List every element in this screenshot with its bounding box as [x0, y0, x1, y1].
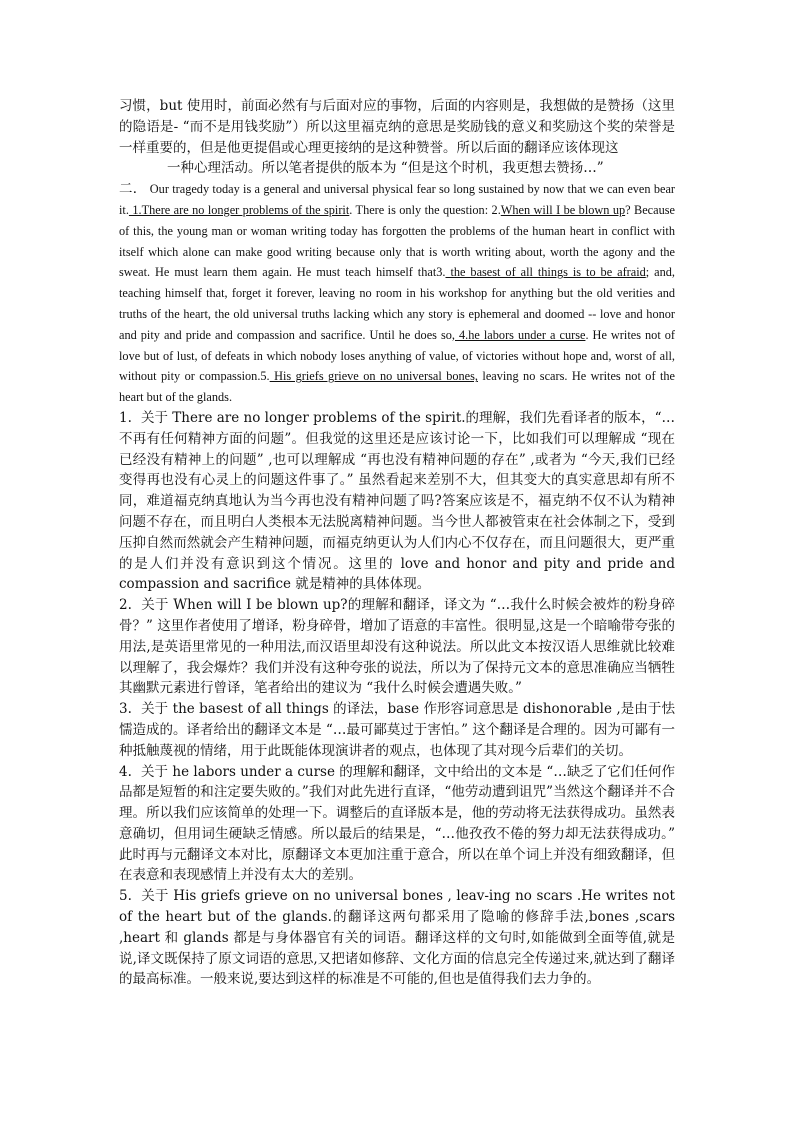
intro-paragraph [119, 96, 675, 179]
note-2-number: 2. [119, 597, 132, 614]
note-4-number: 4. [119, 763, 132, 780]
note-5 [119, 886, 675, 990]
note-3-number: 3. [119, 701, 132, 718]
intro-line-a: 习惯，but 使用时，前面必然有与后面对应的事物，后面的内容则是，我想做的是赞扬（这里的隐语是- “而不是用钱奖励”）所以这里福克纳的意思是奖励钱的意义和奖励这个奖的荣誉是一样重要的，但是他更提倡或心理更接纳的是这种赞誉。所以后面的翻译应该体现这 [119, 98, 675, 156]
quote-text-4: ; and, teaching himself that, forget it forever, leaving no room in his workshop for anything but the old verities and truths of the heart, the old universal truths lacking which any story is ephemeral and doomed -- love and honor and pity and pride and compassion and sacrifice. Until he does so, [119, 265, 675, 342]
underlined-phrase-5: His griefs grieve on no universal bones, [269, 369, 478, 384]
quote-text-2: . There is only the question: 2. [349, 202, 501, 217]
note-3-text: 关于 the basest of all things 的译法，base 作形容词意思是 dishonorable ,是由于怯懦造成的。译者给出的翻译文本是 “…最可鄙莫过于害怕。” 这个翻译是合理的。因为可鄙有一种抵触蔑视的情绪，用于此既能体现演讲者的观点，也体现了其对现今后辈们的关切。 [119, 701, 675, 759]
note-2-text: 关于 When will I be blown up?的理解和翻译，译文为 “…我什么时候会被炸的粉身碎骨？” 这里作者使用了增译，粉身碎骨，增加了语意的丰富性。很明显,这是一个暗喻带夸张的用法,是英语里常见的一种用法,而汉语里却没有这种说法。所以此文本按汉语人思维就比较难以理解了，我会爆炸？我们并没有这种夸张的说法，所以为了保持元文本的意思准确应当牺牲其幽默元素进行曾译，笔者给出的建议为 “我什么时候会遭遇失败。” [119, 597, 675, 697]
note-1-text: 关于 There are no longer problems of the spirit.的理解，我们先看译者的版本，“…不再有任何精神方面的问题”。但我觉的这里还是应该讨论一下，比如我们可以理解成 “现在已经没有精神上的问题” ,也可以理解成 “再也没有精神问题的存在” ,或者为 “今天,我们已经变得再也没有心灵上的问题这件事了。” 虽然看起来差别不大，但其变大的真实意思却有所不同，难道福克纳真地认为当今再也没有精神问题了吗?答案应该是不，福克纳不仅不认为精神问题不存在，而且明白人类根本无法脱离精神问题。当今世人都被管束在社会体制之下，受到压抑自然而然就会产生精神问题，而福克纳更认为人们内心不仅存在，而且问题很大，更严重的是人们并没有意识到这个情况。这里的 love and honor and pity and pride and compassion and sacrifice 就是精神的具体体现。 [119, 409, 675, 593]
note-4-text: 关于 he labors under a curse 的理解和翻译，文中给出的文本是 “…缺乏了它们任何作品都是短暂的和注定要失败的。”我们对此先进行直译，“他劳动遭到诅咒”当然这个翻译并不合理。所以我们应该简单的处理一下。调整后的直译版本是，他的劳动将无法获得成功。虽然表意确切，但用词生硬缺乏情感。所以最后的结果是，“…他孜孜不倦的努力却无法获得成功。” 此时再与元翻译文本对比，原翻译文本更加注重于意合，所以在单个词上并没有细致翻译，但在表意和表现感情上并没有太大的差别。 [119, 763, 675, 884]
note-2 [119, 595, 675, 699]
quote-text-1: Our tragedy today is a general and universal physical fear so long sustained by now that we can even bear it. [119, 182, 676, 217]
note-3 [119, 699, 675, 761]
note-5-number: 5. [119, 888, 132, 905]
note-1-number: 1. [119, 409, 132, 426]
underlined-phrase-1: 1.There are no longer problems of the spirit [128, 202, 350, 217]
underlined-phrase-4: 4.he labors under a curse [455, 327, 586, 342]
note-4 [119, 762, 675, 887]
quote-text-3: ? Because of this, the young man or woman writing today has forgotten the problems of the human heart in conflict with itself which alone can make good writing because only that is worth writing about, worth the agony and the sweat. He must learn them again. He must teach himself that3. [119, 202, 675, 280]
quote-text-6: leaving no scars. He writes not of the heart but of the glands. [119, 369, 676, 405]
intro-line-b: 一种心理活动。所以笔者提供的版本为 “但是这个时机，我更想去赞扬…” [167, 160, 604, 177]
note-5-text: 关于 His griefs grieve on no universal bones , leav-ing no scars .He writes not of the heart but of the glands.的翻译这两句都采用了隐喻的修辞手法,bones ,scars ,heart 和 glands 都是与身体器官有关的词语。翻译这样的文句时,如能做到全面等值,就是说,译文既保持了原文词语的意思,又把诸如修辞、文化方面的信息完全传递过来,就达到了翻译的最高标准。一般来说,要达到这样的标准是不可能的,但也是值得我们去力争的。 [119, 888, 675, 988]
note-1 [119, 408, 675, 595]
underlined-phrase-3: the basest of all things is to be afraid [445, 265, 646, 280]
underlined-phrase-2: When will I be blown up [500, 202, 626, 217]
section-two-paragraph [119, 179, 675, 408]
document-page [119, 96, 675, 990]
section-two-heading: 二． [119, 181, 147, 198]
quote-text-5: . He writes not of love but of lust, of defeats in which nobody loses anything of value, of victories without hope and, worst of all, without pity or compassion.5. [119, 327, 676, 384]
